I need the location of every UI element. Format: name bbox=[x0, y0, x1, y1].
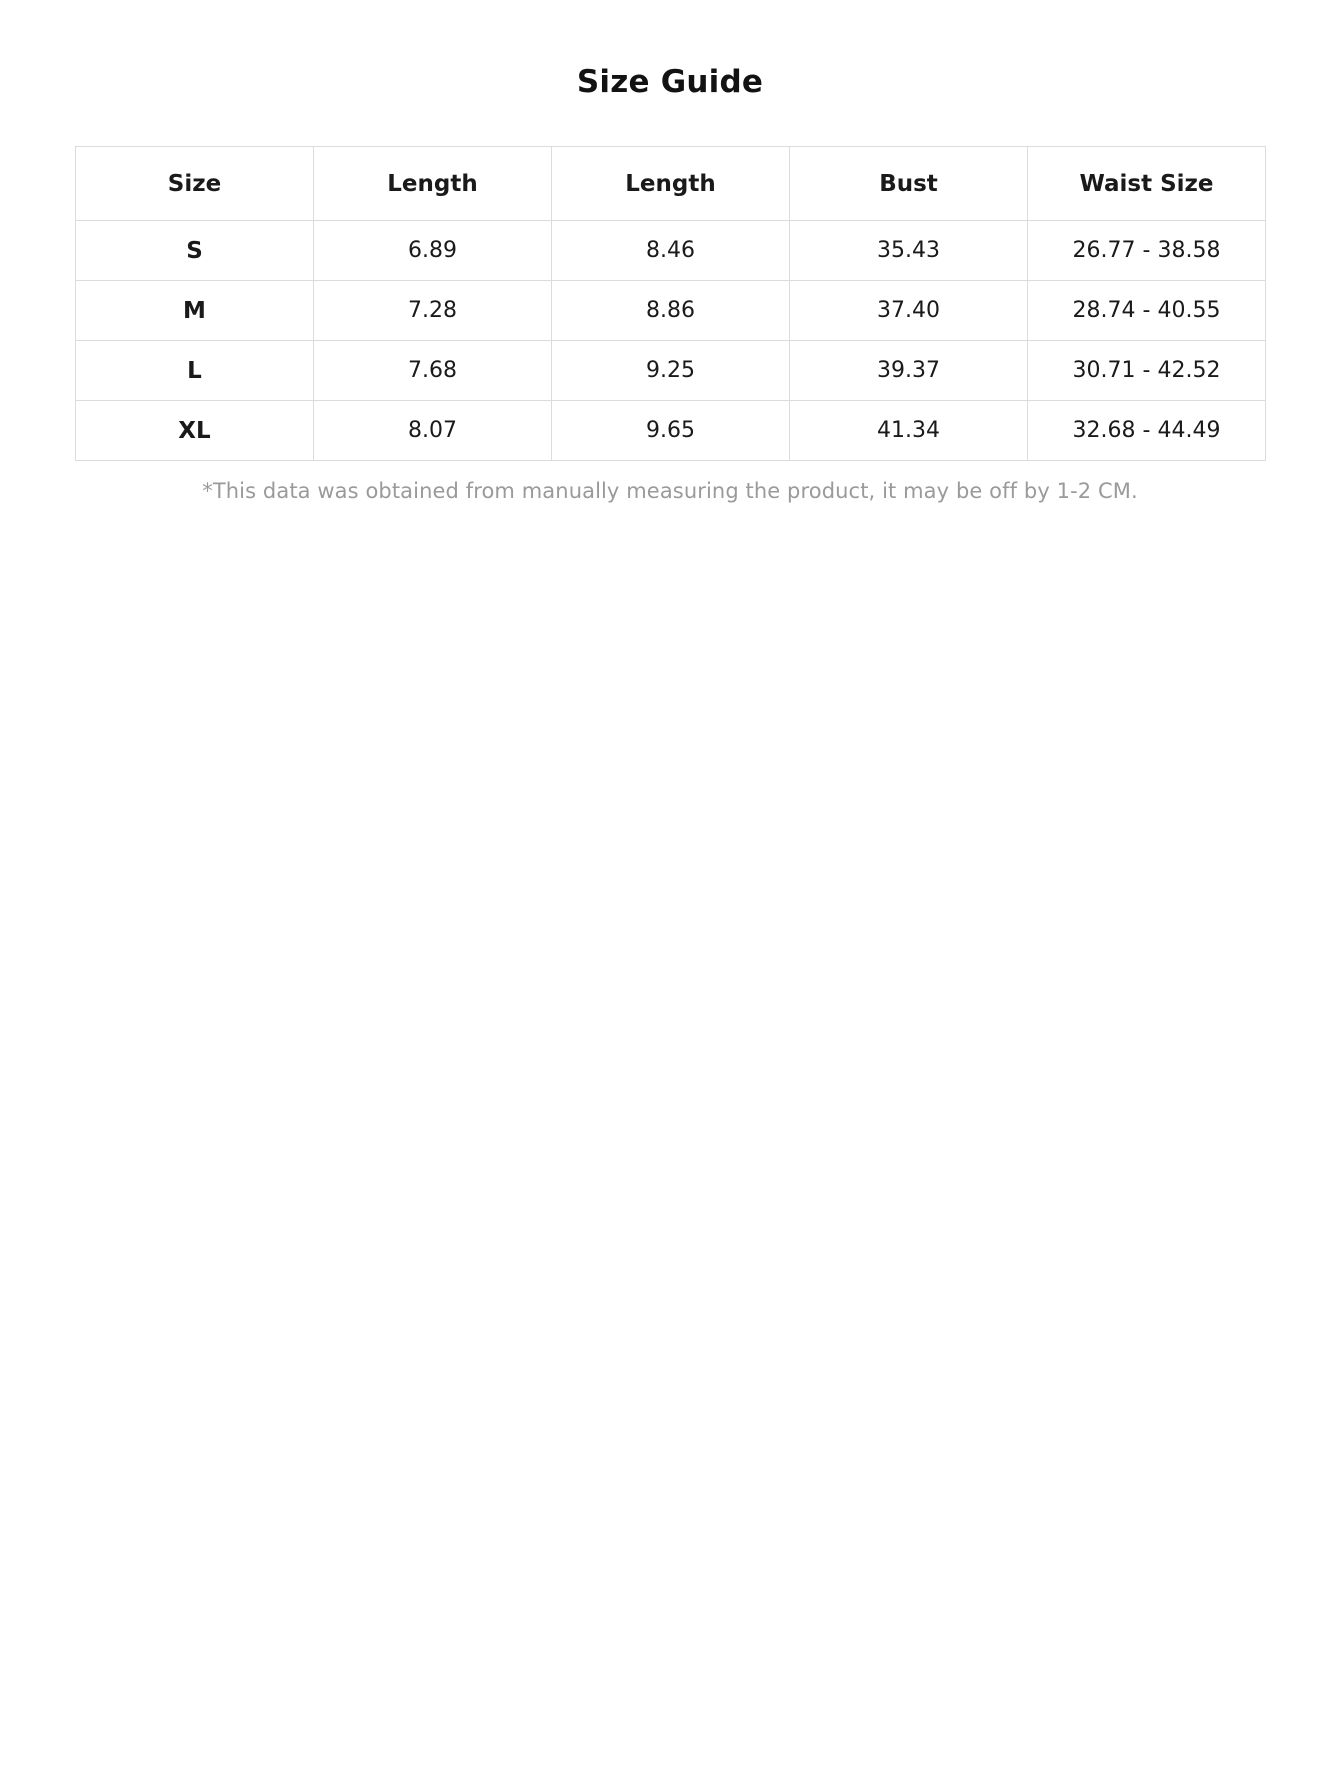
cell-length-2: 9.25 bbox=[552, 341, 790, 401]
cell-size: L bbox=[76, 341, 314, 401]
cell-waist: 26.77 - 38.58 bbox=[1028, 221, 1266, 281]
measurement-disclaimer: *This data was obtained from manually measuring the product, it may be off by 1-2 CM. bbox=[202, 479, 1138, 503]
cell-length-2: 9.65 bbox=[552, 401, 790, 461]
cell-length-1: 8.07 bbox=[314, 401, 552, 461]
column-header-length-1: Length bbox=[314, 147, 552, 221]
table-row bbox=[76, 401, 1266, 461]
cell-size: XL bbox=[76, 401, 314, 461]
page-title: Size Guide bbox=[576, 64, 764, 100]
cell-length-1: 7.68 bbox=[314, 341, 552, 401]
column-header-waist-size: Waist Size bbox=[1028, 147, 1266, 221]
cell-length-1: 6.89 bbox=[314, 221, 552, 281]
cell-length-2: 8.86 bbox=[552, 281, 790, 341]
cell-length-2: 8.46 bbox=[552, 221, 790, 281]
size-guide-page bbox=[0, 0, 1340, 503]
table-body bbox=[76, 221, 1266, 461]
cell-bust: 35.43 bbox=[790, 221, 1028, 281]
column-header-bust: Bust bbox=[790, 147, 1028, 221]
cell-length-1: 7.28 bbox=[314, 281, 552, 341]
table-header bbox=[76, 147, 1266, 221]
cell-bust: 41.34 bbox=[790, 401, 1028, 461]
size-guide-table bbox=[75, 146, 1266, 461]
cell-size: M bbox=[76, 281, 314, 341]
column-header-length-2: Length bbox=[552, 147, 790, 221]
cell-bust: 39.37 bbox=[790, 341, 1028, 401]
table-row bbox=[76, 341, 1266, 401]
size-table-wrapper bbox=[75, 146, 1265, 461]
cell-waist: 30.71 - 42.52 bbox=[1028, 341, 1266, 401]
table-row bbox=[76, 221, 1266, 281]
cell-bust: 37.40 bbox=[790, 281, 1028, 341]
table-header-row bbox=[76, 147, 1266, 221]
cell-waist: 28.74 - 40.55 bbox=[1028, 281, 1266, 341]
table-row bbox=[76, 281, 1266, 341]
cell-waist: 32.68 - 44.49 bbox=[1028, 401, 1266, 461]
cell-size: S bbox=[76, 221, 314, 281]
column-header-size: Size bbox=[76, 147, 314, 221]
